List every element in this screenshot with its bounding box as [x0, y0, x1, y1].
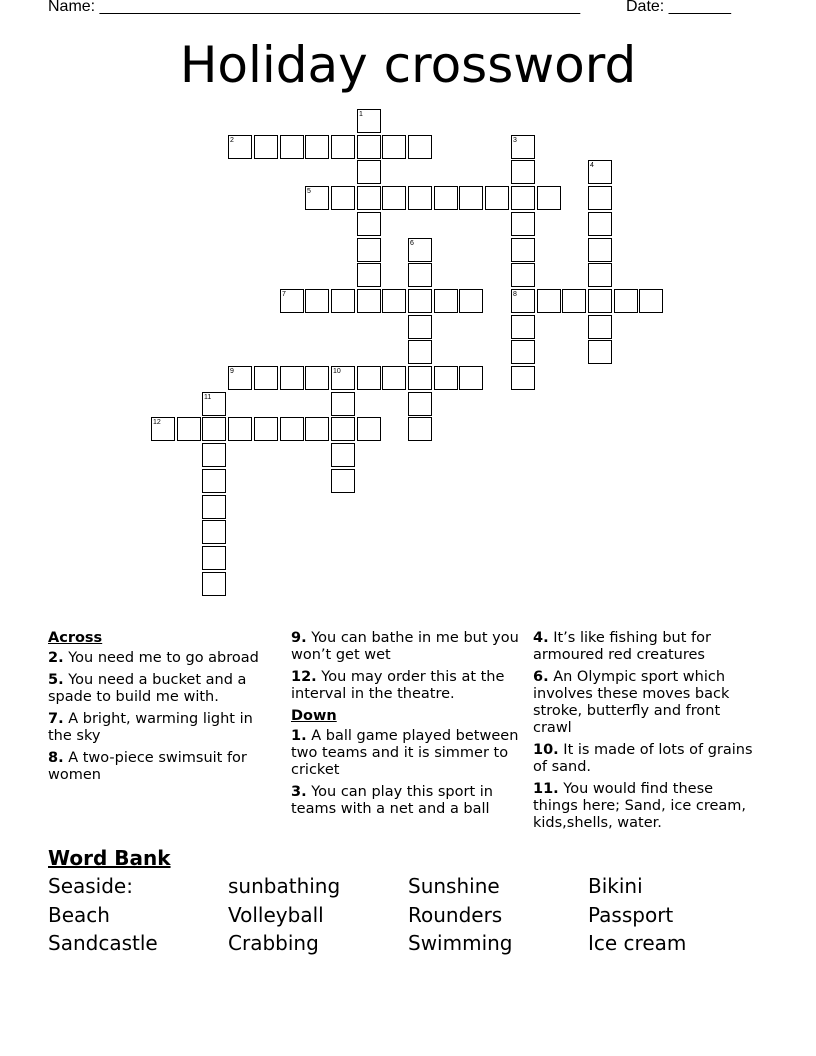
crossword-cell[interactable] [408, 340, 432, 364]
clue-text: A ball game played between two teams and it is simmer to cricket [291, 728, 519, 778]
clue-number: 5. [48, 672, 64, 688]
crossword-cell[interactable] [537, 289, 561, 313]
crossword-cell[interactable] [408, 417, 432, 441]
crossword-cell[interactable] [202, 572, 226, 596]
crossword-cell[interactable] [562, 289, 586, 313]
clue-number: 3. [291, 784, 307, 800]
clue-down-1 [291, 728, 519, 779]
word-bank-word: Swimming [408, 931, 513, 955]
crossword-cell[interactable] [357, 238, 381, 262]
crossword-cell[interactable] [357, 135, 381, 159]
cell-number: 9 [230, 368, 234, 375]
clue-text: An Olympic sport which involves these moves back stroke, butterfly and front crawl [533, 669, 730, 736]
word-bank-word: Beach [48, 903, 110, 927]
crossword-cell[interactable] [588, 315, 612, 339]
crossword-cell[interactable] [202, 443, 226, 467]
clue-across-8 [48, 750, 276, 784]
crossword-cell-11[interactable] [202, 392, 226, 416]
crossword-cell[interactable] [305, 135, 329, 159]
word-bank-title: Word Bank [48, 846, 171, 870]
clue-number: 9. [291, 630, 307, 646]
crossword-cell[interactable] [434, 186, 458, 210]
cell-number: 7 [282, 291, 286, 298]
crossword-cell[interactable] [511, 160, 535, 184]
crossword-cell[interactable] [202, 495, 226, 519]
crossword-cell[interactable] [511, 186, 535, 210]
crossword-cell[interactable] [588, 340, 612, 364]
word-bank-word: sunbathing [228, 874, 341, 898]
clue-down-11 [533, 781, 761, 832]
crossword-cell[interactable] [511, 315, 535, 339]
clue-down-4 [533, 630, 761, 664]
clue-number: 2. [48, 650, 64, 666]
word-bank-word: Passport [588, 903, 674, 927]
crossword-cell-12[interactable] [151, 417, 175, 441]
clue-number: 7. [48, 711, 64, 727]
clue-number: 12. [291, 669, 317, 685]
crossword-cell[interactable] [408, 366, 432, 390]
word-bank-word: Crabbing [228, 931, 319, 955]
crossword-cell[interactable] [331, 186, 355, 210]
word-bank-word: Bikini [588, 874, 643, 898]
crossword-cell[interactable] [202, 520, 226, 544]
crossword-cell[interactable] [331, 289, 355, 313]
crossword-cell[interactable] [588, 263, 612, 287]
crossword-cell[interactable] [485, 186, 509, 210]
crossword-cell[interactable] [280, 135, 304, 159]
crossword-cell[interactable] [382, 366, 406, 390]
clue-down-10 [533, 742, 761, 776]
clue-text: A two-piece swimsuit for women [48, 750, 247, 783]
clue-number: 4. [533, 630, 549, 646]
word-bank-word: Seaside: [48, 874, 133, 898]
word-bank-word: Rounders [408, 903, 503, 927]
cell-number: 4 [590, 162, 594, 169]
crossword-cell-2[interactable] [228, 135, 252, 159]
crossword-cell[interactable] [331, 417, 355, 441]
crossword-cell[interactable] [408, 289, 432, 313]
crossword-cell-9[interactable] [228, 366, 252, 390]
crossword-cell[interactable] [254, 417, 278, 441]
crossword-cell[interactable] [357, 289, 381, 313]
crossword-cell[interactable] [588, 238, 612, 262]
crossword-cell-10[interactable] [331, 366, 355, 390]
page-title: Holiday crossword [179, 36, 637, 94]
crossword-cell[interactable] [254, 135, 278, 159]
crossword-cell[interactable] [511, 238, 535, 262]
crossword-cell[interactable] [357, 366, 381, 390]
crossword-cell[interactable] [614, 289, 638, 313]
clues-column-3 [533, 630, 761, 837]
crossword-cell[interactable] [588, 212, 612, 236]
clue-number: 10. [533, 742, 559, 758]
clue-number: 6. [533, 669, 549, 685]
clue-across-7 [48, 711, 276, 745]
down-heading: Down [291, 708, 337, 724]
crossword-cell[interactable] [280, 417, 304, 441]
clue-text: You would find these things here; Sand, ice cream, kids,shells, water. [533, 781, 747, 831]
clue-across-9 [291, 630, 519, 664]
crossword-cell[interactable] [357, 417, 381, 441]
date-field-label: Date: _______ [626, 0, 731, 15]
crossword-cell[interactable] [357, 263, 381, 287]
word-bank-word: Sandcastle [48, 931, 158, 955]
crossword-cell[interactable] [305, 366, 329, 390]
cell-number: 1 [359, 111, 363, 118]
cell-number: 8 [513, 291, 517, 298]
across-heading: Across [48, 630, 103, 646]
crossword-cell[interactable] [331, 135, 355, 159]
clue-across-2 [48, 650, 276, 667]
clue-text: You can play this sport in teams with a net and a ball [291, 784, 493, 817]
clue-down-3 [291, 784, 519, 818]
clues-column-2 [291, 630, 519, 823]
crossword-cell[interactable] [537, 186, 561, 210]
crossword-cell[interactable] [511, 366, 535, 390]
crossword-cell[interactable] [459, 366, 483, 390]
crossword-cell[interactable] [434, 289, 458, 313]
clue-across-12 [291, 669, 519, 703]
word-bank-word: Ice cream [588, 931, 687, 955]
word-bank-word: Sunshine [408, 874, 500, 898]
cell-number: 3 [513, 137, 517, 144]
crossword-cell[interactable] [357, 160, 381, 184]
crossword-cell[interactable] [202, 546, 226, 570]
crossword-cell[interactable] [331, 392, 355, 416]
clue-text: You need a bucket and a spade to build me with. [48, 672, 247, 705]
crossword-cell[interactable] [382, 135, 406, 159]
crossword-cell-8[interactable] [511, 289, 535, 313]
crossword-cell[interactable] [408, 186, 432, 210]
crossword-cell[interactable] [459, 186, 483, 210]
name-field-label: Name: ______________________________________________________ [48, 0, 581, 15]
crossword-cell[interactable] [511, 212, 535, 236]
crossword-cell[interactable] [511, 263, 535, 287]
crossword-cell[interactable] [254, 366, 278, 390]
crossword-cell[interactable] [588, 186, 612, 210]
crossword-cell[interactable] [639, 289, 663, 313]
clue-across-5 [48, 672, 276, 706]
crossword-cell[interactable] [588, 289, 612, 313]
clue-down-6 [533, 669, 761, 737]
crossword-cell[interactable] [382, 289, 406, 313]
cell-number: 10 [333, 368, 341, 375]
crossword-cell-4[interactable] [588, 160, 612, 184]
crossword-cell[interactable] [202, 417, 226, 441]
crossword-cell[interactable] [382, 186, 406, 210]
crossword-cell[interactable] [305, 417, 329, 441]
clue-text: You may order this at the interval in the theatre. [291, 669, 505, 702]
crossword-cell-6[interactable] [408, 238, 432, 262]
cell-number: 11 [204, 394, 212, 401]
crossword-cell[interactable] [408, 263, 432, 287]
crossword-cell-5[interactable] [305, 186, 329, 210]
clue-text: It is made of lots of grains of sand. [533, 742, 753, 775]
clue-number: 11. [533, 781, 559, 797]
clue-text: It’s like fishing but for armoured red creatures [533, 630, 711, 663]
crossword-cell[interactable] [511, 340, 535, 364]
crossword-cell[interactable] [357, 186, 381, 210]
word-bank-word: Volleyball [228, 903, 324, 927]
cell-number: 5 [307, 188, 311, 195]
crossword-cell[interactable] [408, 392, 432, 416]
crossword-cell[interactable] [459, 289, 483, 313]
crossword-cell[interactable] [434, 366, 458, 390]
crossword-cell[interactable] [357, 212, 381, 236]
clue-text: You need me to go abroad [68, 650, 259, 666]
crossword-cell-3[interactable] [511, 135, 535, 159]
crossword-cell[interactable] [331, 443, 355, 467]
clue-number: 8. [48, 750, 64, 766]
crossword-cell[interactable] [305, 289, 329, 313]
crossword-cell-1[interactable] [357, 109, 381, 133]
crossword-cell[interactable] [177, 417, 201, 441]
crossword-cell[interactable] [202, 469, 226, 493]
crossword-cell[interactable] [228, 417, 252, 441]
clue-number: 1. [291, 728, 307, 744]
clues-column-1 [48, 630, 276, 789]
cell-number: 2 [230, 137, 234, 144]
crossword-cell[interactable] [280, 366, 304, 390]
crossword-cell-7[interactable] [280, 289, 304, 313]
crossword-cell[interactable] [331, 469, 355, 493]
clue-text: A bright, warming light in the sky [48, 711, 253, 744]
crossword-cell[interactable] [408, 135, 432, 159]
cell-number: 6 [410, 240, 414, 247]
clue-text: You can bathe in me but you won’t get wet [291, 630, 519, 663]
crossword-cell[interactable] [408, 315, 432, 339]
cell-number: 12 [153, 419, 161, 426]
